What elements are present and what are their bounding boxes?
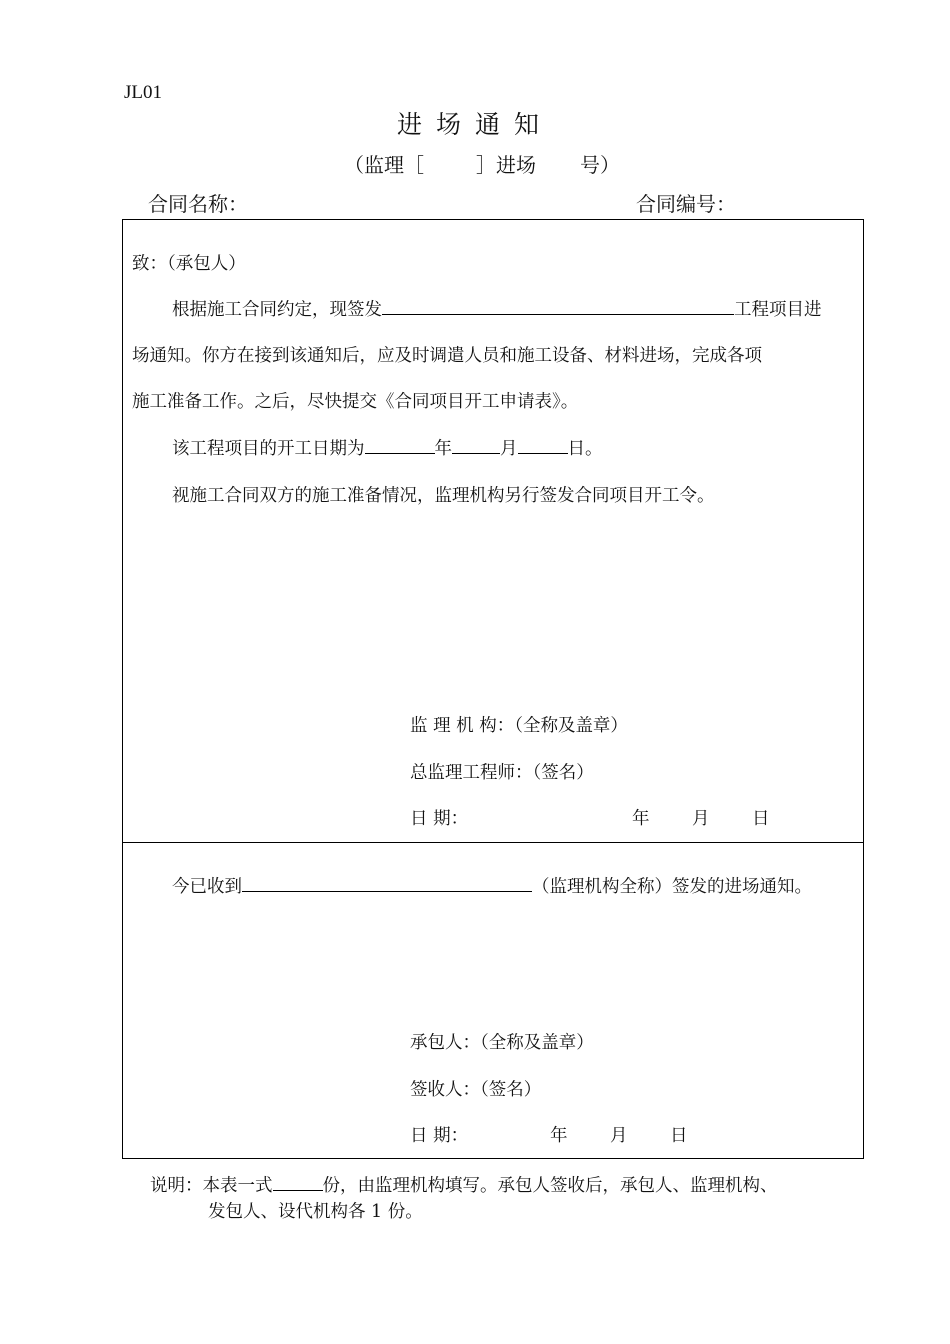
footer-note-b: 份，由监理机构填写。承包人签收后，承包人、监理机构、 [322, 1176, 778, 1196]
form-code: JL01 [124, 82, 162, 103]
project-name-blank[interactable] [382, 296, 734, 315]
receipt-text-b: （监理机构全称）签发的进场通知。 [532, 877, 812, 897]
notice-date-month: 月 [692, 809, 710, 829]
receipt-date-year: 年 [550, 1126, 568, 1146]
start-date-text: 该工程项目的开工日期为 [172, 439, 365, 459]
notice-paragraph-1 [172, 296, 822, 321]
receipt-date-month: 月 [610, 1126, 628, 1146]
copies-blank[interactable] [273, 1172, 323, 1191]
receipt-date-day: 日 [670, 1126, 688, 1146]
page-title: 进场通知 [396, 110, 553, 139]
start-day-blank[interactable] [518, 435, 568, 454]
receipt-date-label: 日 期： [410, 1126, 469, 1146]
chief-engineer-sign: 总监理工程师：（签名） [410, 763, 594, 783]
supervisor-org-sign: 监 理 机 构：（全称及盖章） [410, 716, 628, 736]
notice-paragraph-1-line3: 施工准备工作。之后，尽快提交《合同项目开工申请表》。 [132, 392, 579, 412]
receipt-text-a: 今已收到 [172, 877, 242, 897]
start-year-blank[interactable] [365, 435, 435, 454]
doc-number-middle: ］进场 [476, 153, 536, 177]
para1-text-b: 工程项目进 [734, 300, 822, 320]
para1-text-a: 根据施工合同约定，现签发 [172, 300, 382, 320]
contract-no-label: 合同编号： [636, 192, 736, 216]
supervisor-name-blank[interactable] [242, 873, 532, 892]
section-divider [122, 842, 864, 843]
notice-paragraph-1-line2: 场通知。你方在接到该通知后，应及时调遣人员和施工设备、材料进场，完成各项 [132, 346, 762, 366]
addressee-label: 致：（承包人） [132, 254, 246, 274]
year-label: 年 [434, 439, 452, 459]
notice-date-label: 日 期： [410, 809, 469, 829]
doc-number-prefix: （监理［ [344, 153, 424, 177]
signer-sign: 签收人：（签名） [410, 1080, 542, 1100]
contract-name-label: 合同名称： [148, 192, 248, 216]
footer-note-line2: 发包人、设代机构各 1 份。 [208, 1202, 423, 1222]
start-month-blank[interactable] [452, 435, 500, 454]
contractor-sign: 承包人：（全称及盖章） [410, 1033, 594, 1053]
day-label: 日。 [567, 439, 603, 459]
document-number [344, 149, 620, 178]
start-date-line [172, 435, 603, 460]
doc-number-suffix: 号） [580, 153, 620, 177]
month-label: 月 [500, 439, 518, 459]
receipt-line [172, 873, 812, 898]
footer-note-a: 说明：本表一式 [150, 1176, 273, 1196]
notice-paragraph-3: 视施工合同双方的施工准备情况，监理机构另行签发合同项目开工令。 [172, 486, 715, 506]
footer-note [150, 1172, 778, 1197]
notice-date-year: 年 [632, 809, 650, 829]
notice-date-day: 日 [752, 809, 770, 829]
